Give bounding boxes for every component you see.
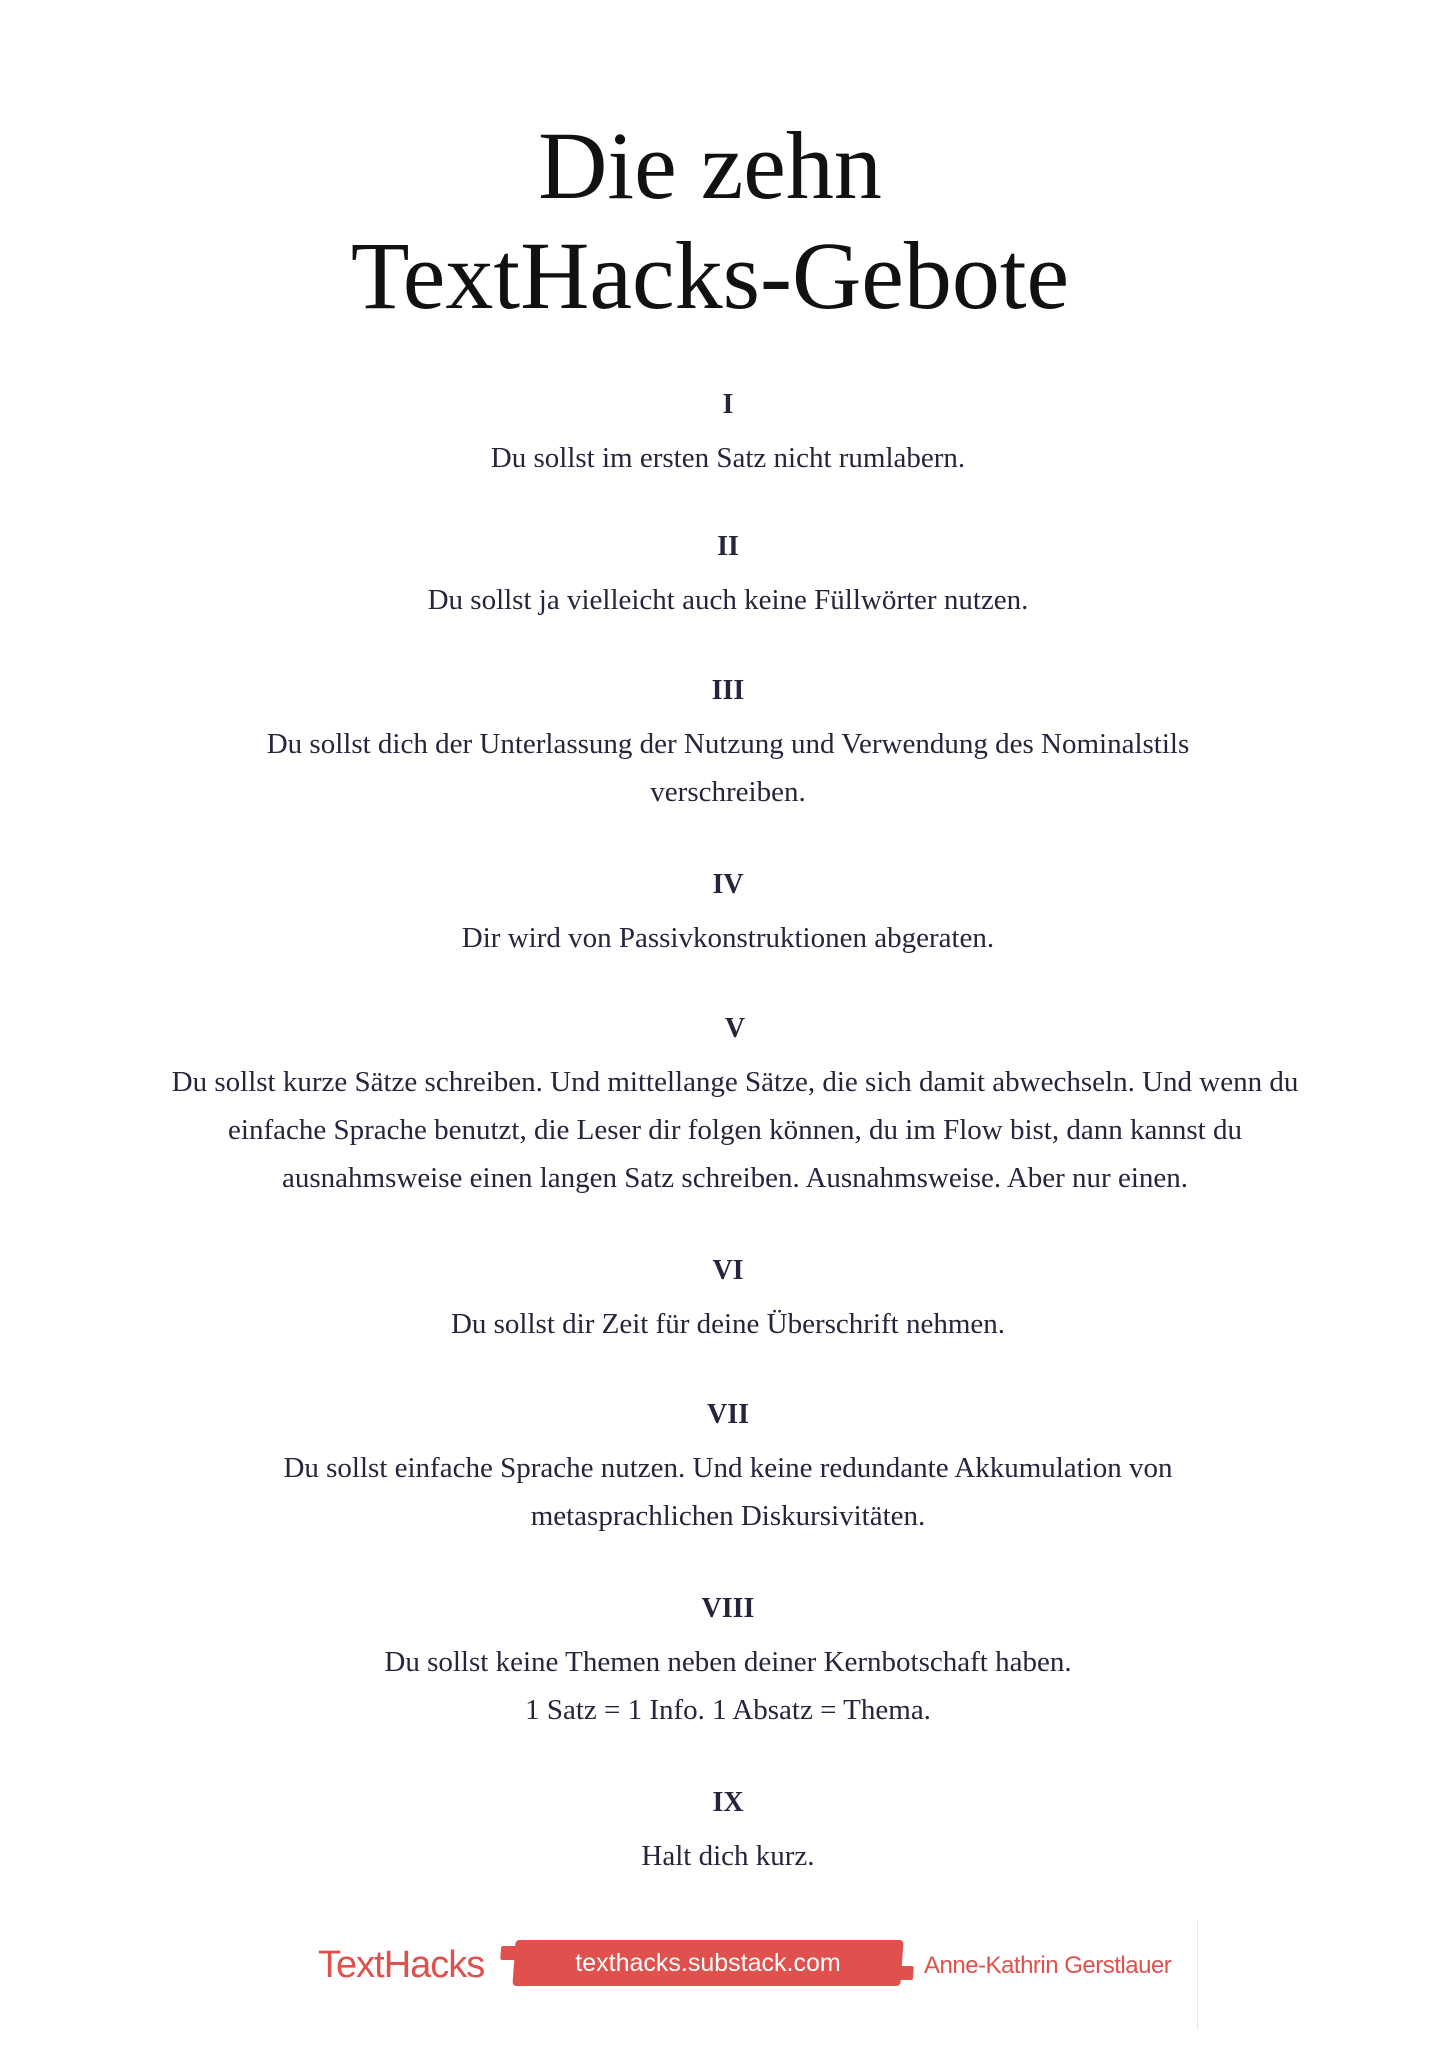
title-line-1: Die zehn bbox=[538, 112, 882, 219]
commandment-numeral: IX bbox=[712, 1787, 744, 1818]
commandment-8 bbox=[120, 1592, 1336, 1734]
commandment-numeral: III bbox=[711, 675, 745, 706]
commandment-text: Du sollst im ersten Satz nicht rumlabern. bbox=[490, 442, 966, 474]
url-badge[interactable] bbox=[512, 1940, 903, 1986]
commandment-5 bbox=[160, 1012, 1310, 1202]
commandment-4 bbox=[120, 868, 1336, 962]
commandment-numeral: II bbox=[717, 531, 739, 562]
commandment-numeral: VIII bbox=[701, 1593, 755, 1624]
commandment-numeral: VII bbox=[706, 1399, 749, 1430]
commandment-text: Du sollst keine Themen neben deiner Kernbotschaft haben. bbox=[384, 1646, 1072, 1678]
commandment-text: Du sollst dich der Unterlassung der Nutzung und Verwendung des Nominalstils verschreiben. bbox=[266, 728, 1190, 808]
commandment-numeral: I bbox=[722, 389, 734, 420]
url-link[interactable]: texthacks.substack.com bbox=[575, 1949, 841, 1977]
commandment-text: Du sollst ja vielleicht auch keine Füllwörter nutzen. bbox=[427, 584, 1029, 616]
commandment-numeral: VI bbox=[712, 1255, 744, 1286]
author-name: Anne-Kathrin Gerstlauer bbox=[924, 1952, 1172, 1979]
commandment-numeral: IV bbox=[712, 869, 744, 900]
commandment-text: Du sollst kurze Sätze schreiben. Und mittellange Sätze, die sich damit abwechseln. Und wenn du einfache Sprache benutzt, die Leser dir folgen können, du im Flow bist, dann kannst du ausnahmsweise einen langen Satz schreiben. Ausnahmsweise. Aber nur einen. bbox=[171, 1066, 1299, 1194]
commandment-text: Du sollst dir Zeit für deine Überschrift nehmen. bbox=[450, 1308, 1006, 1340]
commandment-3 bbox=[210, 674, 1246, 816]
commandment-7 bbox=[230, 1398, 1226, 1540]
brand-logo: TextHacks bbox=[318, 1944, 485, 1986]
commandment-9 bbox=[120, 1786, 1336, 1880]
commandment-text-line-2: 1 Satz = 1 Info. 1 Absatz = Thema. bbox=[525, 1694, 931, 1726]
commandment-numeral: V bbox=[724, 1013, 746, 1044]
title-line-2: TextHacks-Gebote bbox=[350, 222, 1070, 329]
commandment-text: Halt dich kurz. bbox=[641, 1840, 815, 1872]
commandment-2 bbox=[120, 530, 1336, 624]
commandment-text: Du sollst einfache Sprache nutzen. Und keine redundante Akkumulation von metasprachlichen Diskursivitäten. bbox=[283, 1452, 1173, 1532]
commandment-text: Dir wird von Passivkonstruktionen abgeraten. bbox=[461, 922, 995, 954]
commandment-6 bbox=[120, 1254, 1336, 1348]
footer bbox=[0, 1940, 1456, 2010]
commandment-1 bbox=[120, 388, 1336, 482]
